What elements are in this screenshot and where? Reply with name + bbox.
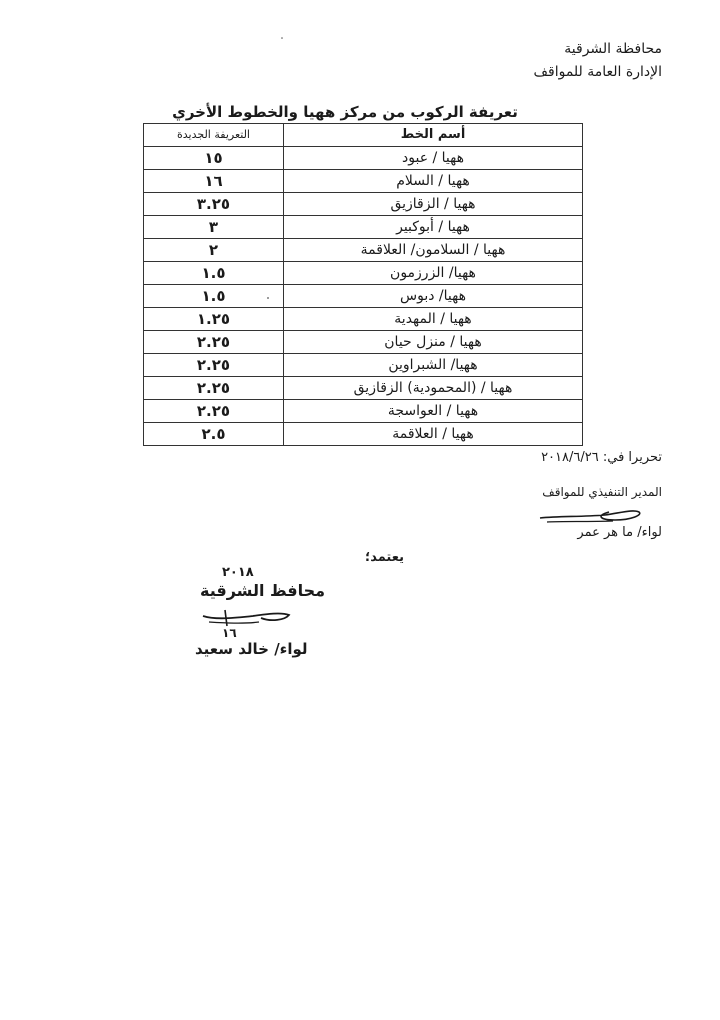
fare-cell: ١٦ (144, 170, 284, 193)
line-name-cell: ههيا / أبوكبير (284, 216, 583, 239)
table-row (144, 147, 583, 170)
column-header-line-name: أسم الخط (284, 124, 583, 147)
table-row (144, 308, 583, 331)
fare-cell: ٢.٥ (144, 423, 284, 446)
governor-name: لواء/ خالد سعيد (195, 640, 308, 658)
stamp-day: ١٦ (222, 626, 237, 640)
line-name-cell: ههيا/ الشبراوين (284, 354, 583, 377)
governorate-name: محافظة الشرقية (564, 41, 662, 57)
table-row (144, 354, 583, 377)
fare-cell: ٢ (144, 239, 284, 262)
table-row (144, 423, 583, 446)
line-name-cell: ههيا/ دبوس (284, 285, 583, 308)
executive-title: المدير التنفيذي للمواقف (542, 485, 662, 499)
line-name-cell: ههيا / العلاقمة (284, 423, 583, 446)
fare-cell: ١٥ (144, 147, 284, 170)
written-date: تحريرا في: ٢٠١٨/٦/٢٦ (541, 450, 662, 465)
table-header-row (144, 124, 583, 147)
table-row (144, 216, 583, 239)
executive-name: لواء/ ما هر عمر (577, 525, 662, 540)
line-name-cell: ههيا / السلام (284, 170, 583, 193)
table-row (144, 400, 583, 423)
line-name-cell: ههيا / الزقازيق (284, 193, 583, 216)
table-row (144, 377, 583, 400)
fare-cell: ٣.٢٥ (144, 193, 284, 216)
fare-cell: ١.٥ (144, 262, 284, 285)
line-name-cell: ههيا / عبود (284, 147, 583, 170)
line-name-cell: ههيا / (المحمودية) الزقازيق (284, 377, 583, 400)
fare-cell: ٢.٢٥ (144, 354, 284, 377)
table-row (144, 285, 583, 308)
table-row (144, 193, 583, 216)
governor-signature (195, 596, 295, 636)
line-name-cell: ههيا/ الزرزمون (284, 262, 583, 285)
line-name-cell: ههيا / العواسجة (284, 400, 583, 423)
line-name-cell: ههيا / المهدية (284, 308, 583, 331)
governor-title: محافظ الشرقية (200, 581, 326, 600)
table-row (144, 262, 583, 285)
department-name: الإدارة العامة للمواقف (533, 64, 662, 80)
fares-table (143, 123, 583, 446)
table-row (144, 331, 583, 354)
column-header-new-fare: التعريفة الجديدة (144, 124, 284, 147)
fare-cell: ٣ (144, 216, 284, 239)
fare-cell: ٢.٢٥ (144, 400, 284, 423)
line-name-cell: ههيا / السلامون/ العلاقمة (284, 239, 583, 262)
fare-cell: ١.٢٥ (144, 308, 284, 331)
document-header (534, 38, 662, 84)
fare-cell: ٢.٢٥ (144, 331, 284, 354)
stamp-year: ٢٠١٨ (222, 565, 254, 580)
approved-label: يعتمد؛ (365, 550, 404, 565)
line-name-cell: ههيا / منزل حيان (284, 331, 583, 354)
fare-cell: ١.٥ (144, 285, 284, 308)
table-row (144, 239, 583, 262)
table-row (144, 170, 583, 193)
table-title: تعريفة الركوب من مركز ههيا والخطوط الأخري (172, 103, 518, 121)
fare-cell: ٢.٢٥ (144, 377, 284, 400)
